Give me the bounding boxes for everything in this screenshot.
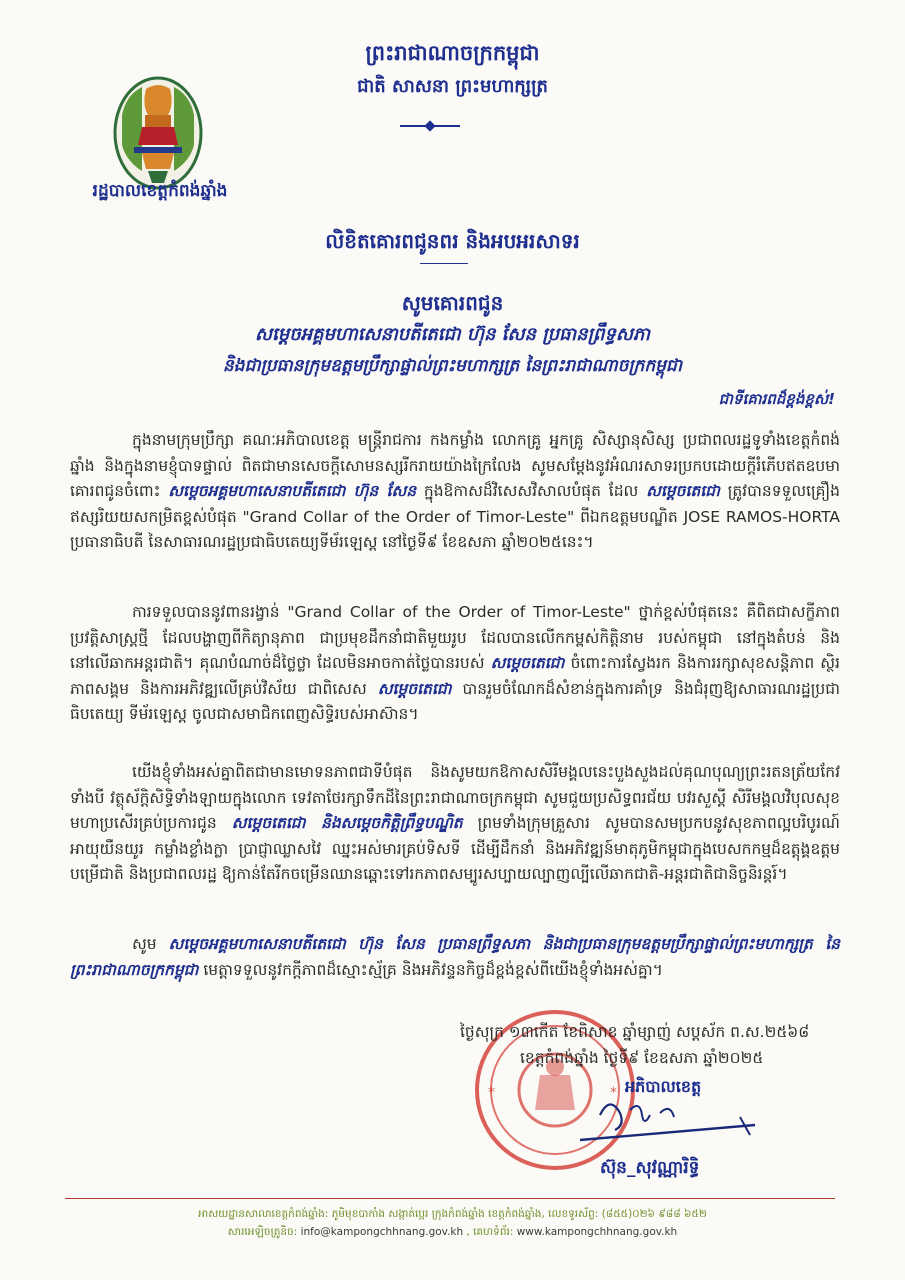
kingdom-heading: ព្រះរាជាណាចក្រកម្ពុជា	[365, 41, 540, 65]
paragraph-3-text-b: ព្រមទាំងក្រុមគ្រួសារ សូមបានសមប្រកបនូវសុខភាពល្អបរិបូរណ៍ អាយុយឺនយូរ កម្លាំងខ្លាំងក្លា ប្រាជ្ញាឈ្លាសវៃ ឈ្នះអស់មារគ្រប់ទិសទី ដើម្បីដឹកនាំ និងអភិវឌ្ឍន៍មាតុភូមិកម្ពុជាក្នុងបេសកកម្មដ៏ឧត្តុង្គឧត្តមបម្រើជាតិ និងប្រជាពលរដ្ឋ ឱ្យកាន់តែរីកចម្រើនឈានឆ្ពោះទៅរកភាពសម្បូរសប្បាយល្បាញល្បីលើឆាកជាតិ-អន្តរជាតិជានិច្ចនិរន្តរ៍។	[70, 814, 840, 883]
addressee-line-2: និងជាប្រធានក្រុមឧត្តមប្រឹក្សាផ្ទាល់ព្រះមហាក្សត្រ នៃព្រះរាជាណាចក្រកម្ពុជា	[222, 356, 683, 376]
website-label: , គេហទំព័រ:	[466, 1226, 514, 1238]
document-title: លិខិតគោរពជូនពរ និងអបអរសាទរ	[325, 229, 580, 253]
solar-date: ខេត្តកំពង់ឆ្នាំង ថ្ងៃទី៩ ខែឧសភា ឆ្នាំ២០២៥	[520, 1049, 764, 1067]
paragraph-4-highlight-1: សម្តេចអគ្គមហាសេនាបតីតេជោ ហ៊ុន សែន ប្រធានព្រឹទ្ធសភា និងជាប្រធានក្រុមឧត្តមប្រឹក្សាផ្ទាល់ព្រះមហាក្សត្រ នៃព្រះរាជាណាចក្រកម្ពុជា	[70, 935, 840, 979]
handwritten-signature	[570, 1085, 770, 1155]
lunar-date: ថ្ងៃសុក្រ ១៣កើត ខែពិសាខ ឆ្នាំម្សាញ់ សប្តស័ក ព.ស.២៥៦៨	[460, 1023, 810, 1041]
paragraph-1-text-b: ក្នុងឱកាសដ៏វិសេសវិសាលបំផុត ដែល	[423, 482, 639, 500]
svg-text:*: *	[488, 1085, 495, 1101]
email-label: សារអេឡិចត្រូនិច:	[227, 1226, 298, 1238]
title-divider	[420, 263, 468, 264]
paragraph-2-text-b: ចំពោះការស្វែងរក និងការរក្សាសុខសន្តិភាព ស្ថិរភាពសង្គម និងការអភិវឌ្ឍលើគ្រប់វិស័យ ជាពិសេស	[70, 654, 840, 698]
paragraph-2-text-a: ការទទួលបាននូវពានរង្វាន់ "Grand Collar of the Order of Timor-Leste" ថ្នាក់ខ្ពស់បំផុតនេះ គឺពិតជាសក្ខីភាពប្រវត្តិសាស្ត្រថ្មី ដែលបង្ហាញពីកិត្យានុភាព ជាប្រមុខដឹកនាំជាតិមួយរូប ដែលបានលើកកម្ពស់កិត្តិនាម របស់កម្ពុជា នៅក្នុងតំបន់ និងនៅលើឆាកអន្តរជាតិ។ គុណបំណាច់ដ៏ថ្លៃថ្លា ដែលមិនអាចកាត់ថ្លៃបានរបស់	[70, 603, 840, 672]
provincial-administration-label: រដ្ឋបាលខេត្តកំពង់ឆ្នាំង	[92, 181, 228, 201]
governor-title: អភិបាលខេត្ត	[625, 1077, 702, 1096]
paragraph-4-text-a: សូម	[132, 935, 157, 953]
paragraph-1-text-a: ក្នុងនាមក្រុមប្រឹក្សា គណៈអភិបាលខេត្ត មន្ត្រីរាជការ កងកម្លាំង លោកគ្រូ អ្នកគ្រូ សិស្សានុសិស្ស ប្រជាពលរដ្ឋទូទាំងខេត្តកំពង់ឆ្នាំង និងក្នុងនាមខ្ញុំបាទផ្ទាល់ ពិតជាមានសេចក្តីសោមនស្សរីករាយយ៉ាងក្រៃលែង សូមសម្តែងនូវអំណរសាទរប្រកបដោយក្តីរំភើបឥតឧបមា គោរពជូនចំពោះ	[70, 431, 840, 500]
paragraph-2-text-c: បានរួមចំណែកដ៏សំខាន់ក្នុងការគាំទ្រ និងជំរុញឱ្យសាធារណរដ្ឋប្រជាធិបតេយ្យ ទីម័រឡេស្ត ចូលជាសមាជិកពេញសិទ្ធិរបស់អាស៊ាន។	[70, 679, 840, 723]
paragraph-2-highlight-1: សម្តេចតេជោ	[490, 654, 565, 672]
footer-contact	[0, 1226, 905, 1241]
paragraph-3-text-a: យើងខ្ញុំទាំងអស់គ្នាពិតជាមានមោទនភាពជាទីបំផុត និងសូមយកឱកាសសិរីមង្គលនេះបួងសួងដល់គុណបុណ្យព្រះរតនត្រ័យកែវទាំងបី វត្ថុស័ក្តិសិទ្ធិទាំងឡាយក្នុងលោក ទេវតាថែរក្សាទឹកដីនៃព្រះរាជាណាចក្រកម្ពុជា សូមជួយប្រសិទ្ធពរជ័យ បវរសួស្តី សិរីមង្គលវិបុលសុខ មហាប្រសើរគ្រប់ប្រការជូន	[70, 763, 840, 832]
paragraph-2	[70, 600, 840, 728]
paragraph-1	[70, 428, 840, 556]
addressee-intro: សូមគោរពជូន	[401, 291, 504, 315]
website-link[interactable]: www.kampongchhnang.gov.kh	[516, 1226, 678, 1238]
svg-text:*: *	[610, 1085, 617, 1101]
national-motto: ជាតិ សាសនា ព្រះមហាក្សត្រ	[357, 76, 548, 97]
addressee-line-1: សម្តេចអគ្គមហាសេនាបតីតេជោ ហ៊ុន សែន ប្រធានព្រឹទ្ធសភា	[254, 324, 651, 345]
paragraph-1-highlight-2: សម្តេចតេជោ	[646, 482, 720, 500]
paragraph-3	[70, 760, 840, 888]
footer-address: អាសយដ្ឋានសាលាខេត្តកំពង់ឆ្នាំង: ភូមិមុខបាកាំង សង្កាត់ប្អេរ ក្រុងកំពង់ឆ្នាំង ខេត្តកំពង់ឆ្នាំង, លេខទូរស័ព្ទ: (៨៥៥)០២៦ ៩៨៨ ៦៥២	[198, 1208, 707, 1220]
signer-name: ស៊ុន_សុវណ្ណារិទ្ធិ	[600, 1158, 700, 1178]
header-divider	[400, 125, 460, 127]
provincial-emblem-logo	[112, 75, 204, 193]
paragraph-3-highlight-1: សម្តេចតេជោ និងសម្តេចកិត្តិព្រឹទ្ធបណ្ឌិត	[231, 814, 463, 832]
paragraph-2-highlight-2: សម្តេចតេជោ	[377, 679, 452, 698]
paragraph-4	[70, 932, 840, 983]
salutation: ជាទីគោរពដ៏ខ្ពង់ខ្ពស់!	[718, 390, 835, 408]
footer-divider	[65, 1198, 835, 1199]
paragraph-1-highlight-1: សម្តេចអគ្គមហាសេនាបតីតេជោ ហ៊ុន សែន	[168, 482, 417, 500]
paragraph-4-text-b: មេត្តាទទួលនូវកក្តីភាពដ៏ស្មោះស្ម័គ្រ និងអភិវន្ទនកិច្ចដ៏ខ្ពង់ខ្ពស់ពីយើងខ្ញុំទាំងអស់គ្នា។	[203, 960, 663, 979]
email-link[interactable]: info@kampongchhnang.gov.kh	[300, 1226, 464, 1238]
paragraph-1-text-c: ត្រូវបានទទួលគ្រឿងឥស្សរិយយសកម្រិតខ្ពស់បំផុត "Grand Collar of the Order of Timor-Leste" ពីឯកឧត្តមបណ្ឌិត JOSE RAMOS-HORTA ប្រធានាធិបតី នៃសាធារណរដ្ឋប្រជាធិបតេយ្យទីម័រឡេស្ត នៅថ្ងៃទី៩ ខែឧសភា ឆ្នាំ២០២៥នេះ។	[70, 482, 840, 551]
